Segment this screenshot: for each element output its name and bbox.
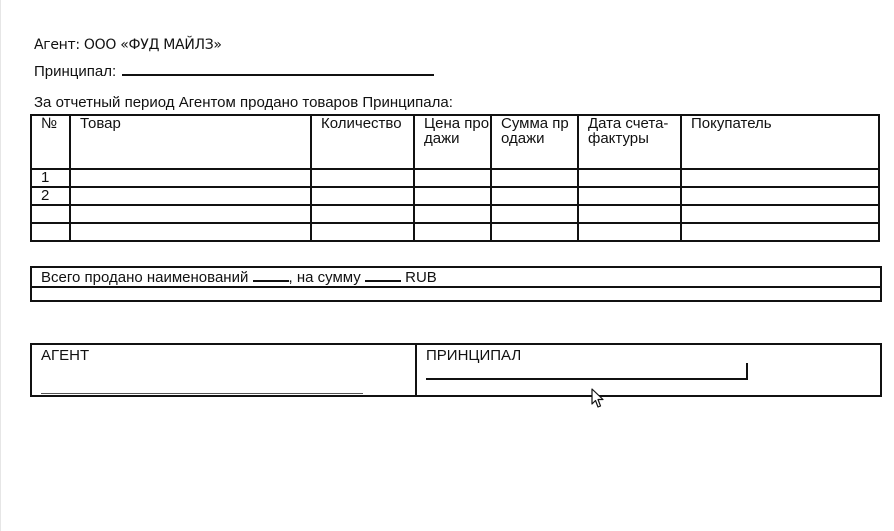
table-cell xyxy=(311,187,414,205)
table-cell xyxy=(311,169,414,187)
principal-signature-label: ПРИНЦИПАЛ xyxy=(426,347,522,364)
table-row xyxy=(31,205,879,223)
principal-blank-field xyxy=(122,60,434,76)
col-product: Товар xyxy=(70,115,311,169)
table-cell: 2 xyxy=(31,187,70,205)
table-header-row xyxy=(31,115,879,169)
mouse-pointer-icon xyxy=(591,388,605,409)
table-row xyxy=(31,169,879,187)
table-cell xyxy=(414,205,491,223)
table-cell xyxy=(491,169,578,187)
table-cell xyxy=(578,187,681,205)
table-cell xyxy=(681,169,879,187)
col-sum: Сумма продажи xyxy=(491,115,578,169)
agent-line: Агент: ООО «ФУД МАЙЛЗ» xyxy=(34,37,222,53)
table-cell xyxy=(491,223,578,241)
principal-signature-tick xyxy=(746,363,748,380)
table-cell xyxy=(311,205,414,223)
summary-box xyxy=(30,266,882,302)
signature-box xyxy=(30,343,882,397)
summary-text xyxy=(41,268,437,286)
agent-signature-line xyxy=(41,393,363,394)
table-cell xyxy=(681,223,879,241)
principal-label: Принципал: xyxy=(34,63,117,80)
table-cell xyxy=(311,223,414,241)
table-row xyxy=(31,187,879,205)
table-cell xyxy=(70,205,311,223)
table-cell xyxy=(70,223,311,241)
table-cell xyxy=(31,223,70,241)
table-cell xyxy=(578,205,681,223)
summary-sum-label: , на сумму xyxy=(288,269,361,286)
table-cell xyxy=(31,205,70,223)
table-cell xyxy=(70,187,311,205)
table-cell xyxy=(414,169,491,187)
principal-signature-line xyxy=(426,378,746,380)
col-invoice-date: Дата счета-фактуры xyxy=(578,115,681,169)
summary-sum-blank xyxy=(365,268,401,282)
summary-count-label: Всего продано наименований xyxy=(41,269,249,286)
table-cell xyxy=(578,223,681,241)
table-cell xyxy=(414,187,491,205)
table-cell xyxy=(70,169,311,187)
table-cell xyxy=(578,169,681,187)
col-price: Цена продажи xyxy=(414,115,491,169)
summary-count-blank xyxy=(253,268,289,282)
period-line: За отчетный период Агентом продано товаров Принципала: xyxy=(34,94,453,111)
col-number: № xyxy=(31,115,70,169)
page-edge xyxy=(0,0,1,531)
table-cell xyxy=(681,205,879,223)
col-buyer: Покупатель xyxy=(681,115,879,169)
summary-currency: RUB xyxy=(405,269,437,286)
table-row xyxy=(31,223,879,241)
table-cell xyxy=(681,187,879,205)
principal-line xyxy=(34,60,434,80)
table-cell: 1 xyxy=(31,169,70,187)
table-cell xyxy=(414,223,491,241)
summary-divider xyxy=(32,286,880,288)
signature-divider xyxy=(415,345,417,395)
table-cell xyxy=(491,187,578,205)
goods-table xyxy=(30,114,880,242)
agent-signature-label: АГЕНТ xyxy=(41,347,90,364)
table-cell xyxy=(491,205,578,223)
col-quantity: Количество xyxy=(311,115,414,169)
